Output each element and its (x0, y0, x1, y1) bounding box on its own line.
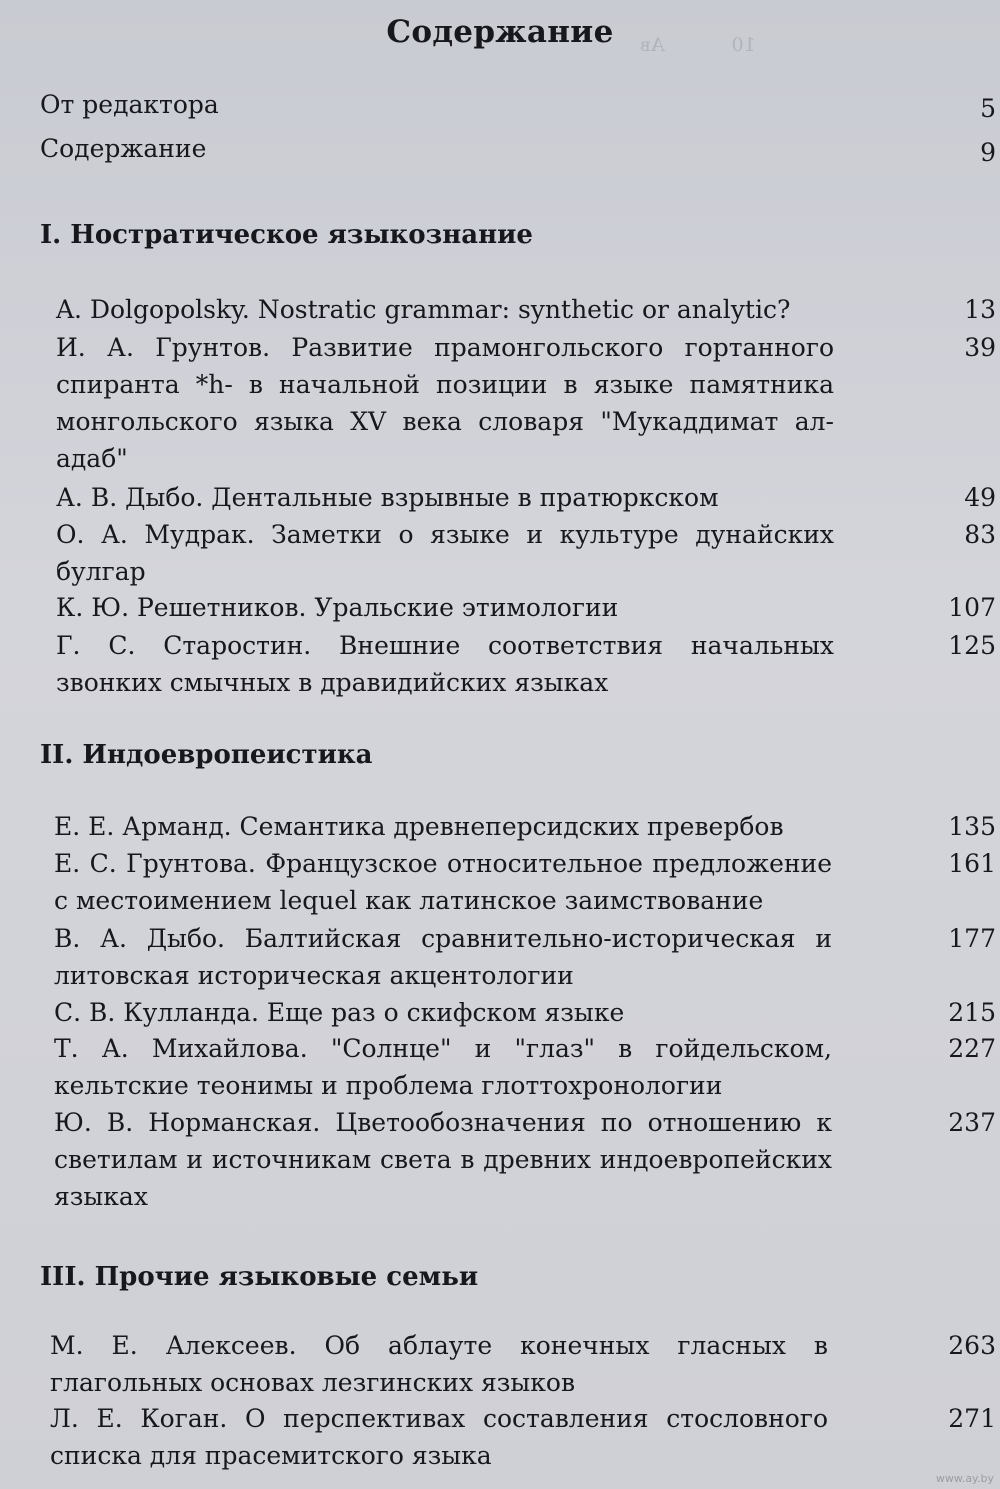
toc-page-number: 263 (948, 1331, 996, 1360)
toc-page-number: 237 (948, 1108, 996, 1137)
section-heading: I. Ностратическое языкознание (40, 220, 533, 250)
toc-entry: Ю. В. Норманская. Цветообозначения по отношению к светилам и источникам света в древних индоевропейских языках (54, 1108, 832, 1211)
toc-page-number: 135 (948, 812, 996, 841)
section-heading: II. Индоевропеистика (40, 740, 373, 770)
toc-entry: М. Е. Алексеев. Об аблауте конечных гласных в глагольных основах лезгинских языков (50, 1331, 828, 1397)
toc-page-number: 13 (964, 295, 996, 324)
toc-page-number: 227 (948, 1034, 996, 1063)
toc-entry: Г. С. Старостин. Внешние соответствия начальных звонких смычных в дравидийских языках (56, 631, 834, 697)
toc-page-number: 49 (964, 483, 996, 512)
toc-page-number: 9 (980, 138, 996, 167)
toc-entry: В. А. Дыбо. Балтийская сравнительно-историческая и литовская историческая акцентологии (54, 924, 832, 990)
toc-entry: Содержание (40, 134, 207, 163)
toc-page-number: 5 (980, 94, 996, 123)
page-title: Содержание (386, 14, 614, 50)
toc-page-number: 215 (948, 998, 996, 1027)
toc-entry: Е. Е. Арманд. Семантика древнеперсидских превербов (54, 812, 784, 841)
toc-entry: Л. Е. Коган. О перспективах составления стословного списка для прасемитского языка (50, 1404, 828, 1470)
toc-page-number: 107 (948, 593, 996, 622)
toc-entry: К. Ю. Решетников. Уральские этимологии (56, 593, 619, 622)
toc-entry: И. А. Грунтов. Развитие прамонгольского гортанного спиранта *h- в начальной позиции в языке памятника монгольского языка XV века словаря "Мукаддимат ал-адаб" (56, 333, 834, 473)
show-through-text: 10 Ав (640, 34, 756, 56)
toc-page-number: 271 (948, 1404, 996, 1433)
watermark: www.ay.by (935, 1472, 994, 1485)
toc-entry: Т. А. Михайлова. "Солнце" и "глаз" в гойдельском, кельтские теонимы и проблема глоттохронологии (54, 1034, 832, 1100)
section-heading: III. Прочие языковые семьи (40, 1262, 479, 1292)
toc-page-number: 125 (948, 631, 996, 660)
toc-page-number: 39 (964, 333, 996, 362)
toc-entry: О. А. Мудрак. Заметки о языке и культуре дунайских булгар (56, 520, 834, 586)
toc-page-number: 83 (964, 520, 996, 549)
toc-entry: A. Dolgopolsky. Nostratic grammar: synthetic or analytic? (56, 295, 791, 324)
toc-entry: А. В. Дыбо. Дентальные взрывные в пратюркском (56, 483, 719, 512)
toc-page-number: 161 (948, 849, 996, 878)
toc-entry: С. В. Кулланда. Еще раз о скифском языке (54, 998, 625, 1027)
toc-entry: Е. С. Грунтова. Французское относительное предложение с местоимением lequel как латинское заимствование (54, 849, 832, 915)
toc-entry: От редактора (40, 90, 219, 119)
toc-page-number: 177 (948, 924, 996, 953)
